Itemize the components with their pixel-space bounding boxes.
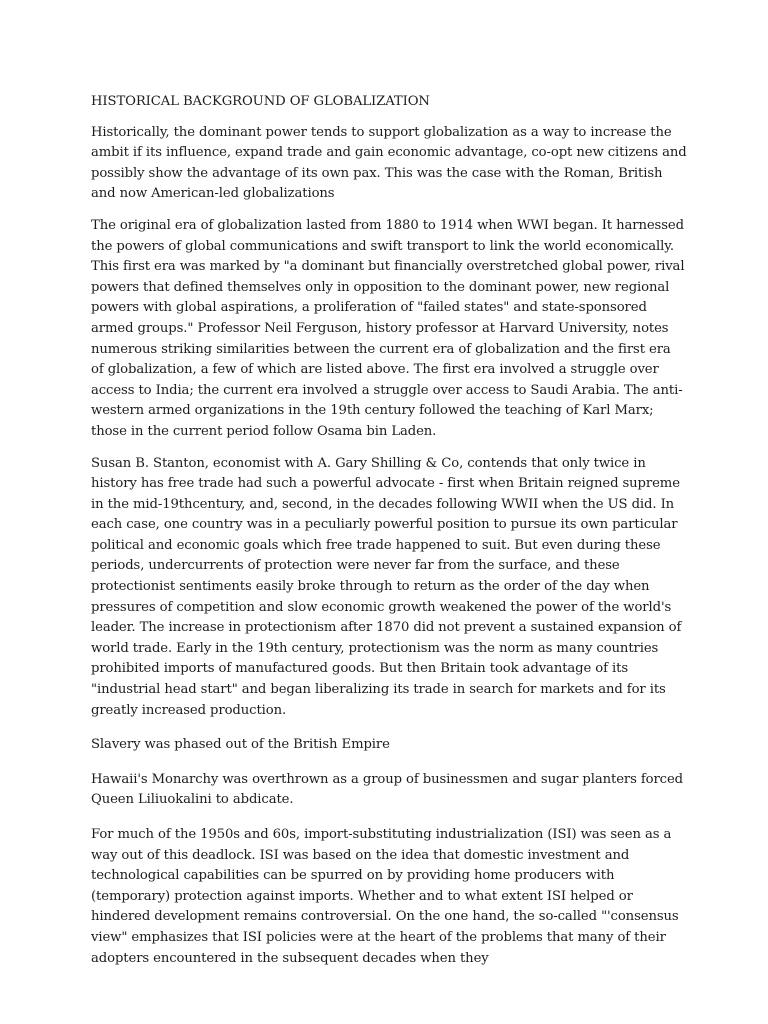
document-title: HISTORICAL BACKGROUND OF GLOBALIZATION <box>91 94 430 109</box>
paragraph-original-era: The original era of globalization lasted from 1880 to 1914 when WWI began. It harnessed the powers of global communications and swift transport to link the world economically. This first era was marked by "a dominant but financially overstretched global power, rival powers that defined themselves only in opposition to the dominant power, new regional powers with global aspirations, a proliferation of "failed states" and state-sponsored armed groups." Professor Neil Ferguson, history professor at Harvard University, notes numerous striking similarities between the current era of globalization and the first era of globalization, a few of which are listed above. The first era involved a struggle over access to India; the current era involved a struggle over access to Saudi Arabia. The anti-western armed organizations in the 19th century followed the teaching of Karl Marx; those in the current period follow Osama bin Laden. <box>91 217 685 439</box>
paragraph-slavery: Slavery was phased out of the British Empire <box>91 737 390 753</box>
paragraph-historically: Historically, the dominant power tends to support globalization as a way to increase the ambit if its influence, expand trade and gain economic advantage, co-opt new citizens and possibly show the advantage of its own pax. This was the case with the Roman, British and now American-led globalizations <box>91 124 687 202</box>
paragraph-hawaii: Hawaii's Monarchy was overthrown as a group of businessmen and sugar planters forced Queen Liliuokalini to abdicate. <box>91 771 684 808</box>
paragraph-stanton: Susan B. Stanton, economist with A. Gary Shilling & Co, contends that only twice in history has free trade had such a powerful advocate - first when Britain reigned supreme in the mid-19thcentury, and, second, in the decades following WWII when the US did. In each case, one country was in a peculiarly powerful position to pursue its own particular political and economic goals which free trade happened to suit. But even during these periods, undercurrents of protection were never far from the surface, and these protectionist sentiments easily broke through to return as the order of the day when pressures of competition and slow economic growth weakened the power of the world's leader. The increase in protectionism after 1870 did not prevent a sustained expansion of world trade. Early in the 19th century, protectionism was the norm as many countries prohibited imports of manufactured goods. But then Britain took advantage of its "industrial head start" and began liberalizing its trade in search for markets and for its greatly increased production. <box>91 455 682 718</box>
document-body <box>91 92 687 980</box>
paragraph-isi: For much of the 1950s and 60s, import-substituting industrialization (ISI) was seen as a way out of this deadlock. ISI was based on the idea that domestic investment and technological capabilities can be spurred on by providing home producers with (temporary) protection against imports. Whether and to what extent ISI helped or hindered development remains controversial. On the one hand, the so-called "'consensus view" emphasizes that ISI policies were at the heart of the problems that many of their adopters encountered in the subsequent decades when they <box>91 827 679 966</box>
